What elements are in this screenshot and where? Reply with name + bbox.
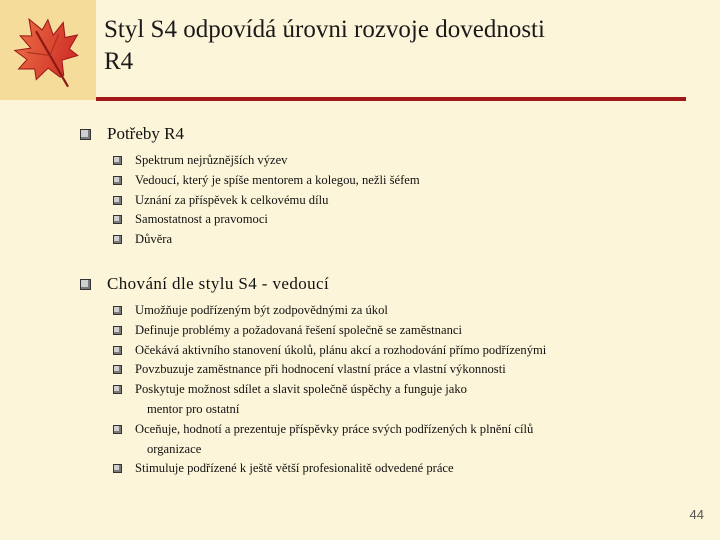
square-bullet-icon bbox=[113, 385, 122, 394]
list-item bbox=[113, 191, 645, 211]
list-item-text bbox=[135, 301, 645, 321]
square-bullet-icon bbox=[113, 176, 122, 185]
square-bullet-icon bbox=[113, 346, 122, 355]
list-item bbox=[113, 301, 645, 321]
list-item-text bbox=[135, 360, 645, 380]
slide-title-line1: Styl S4 odpovídá úrovni rozvoje dovednosti bbox=[104, 16, 545, 43]
square-bullet-icon bbox=[113, 425, 122, 434]
section-heading bbox=[80, 273, 645, 295]
square-bullet-icon bbox=[113, 365, 122, 374]
list-item bbox=[113, 459, 645, 479]
title-area bbox=[104, 14, 684, 78]
section-heading bbox=[80, 123, 645, 145]
list-item bbox=[113, 360, 645, 380]
list-item-text: Spektrum nejrůznějších výzev bbox=[135, 153, 288, 167]
list-item-line: Očekává aktivního stanovení úkolů, plánu akcí a rozhodování přímo podřízenými bbox=[135, 342, 547, 357]
list-item-text: Uznání za příspěvek k celkovému dílu bbox=[135, 192, 329, 207]
list-item-line: Oceňuje, hodnotí a prezentuje příspěvky práce svých podřízených k plnění cílů bbox=[135, 421, 534, 436]
section-heading-text: Potřeby R4 bbox=[107, 124, 184, 143]
square-bullet-icon bbox=[113, 156, 122, 165]
list-item-continuation: mentor pro ostatní bbox=[147, 401, 240, 416]
list-item-line: Poskytuje možnost sdílet a slavit společně úspěchy a funguje jako bbox=[135, 382, 467, 397]
list-item bbox=[113, 151, 645, 171]
list-item-text bbox=[135, 380, 645, 420]
list-item-text bbox=[135, 459, 645, 479]
list-item-continuation: organizace bbox=[147, 441, 202, 456]
list-item-line: Povzbuzuje zaměstnance při hodnocení vlastní práce a vlastní výkonnosti bbox=[135, 362, 506, 377]
slide-title-line2: R4 bbox=[104, 48, 134, 75]
list-item-line: Stimuluje podřízené k ještě větší profesionalitě odvedené práce bbox=[135, 461, 454, 476]
list-item bbox=[113, 420, 645, 460]
square-bullet-icon bbox=[113, 196, 122, 205]
list-item-line: Definuje problémy a požadovaná řešení společně se zaměstnanci bbox=[135, 322, 462, 337]
list-item bbox=[113, 380, 645, 420]
list-item bbox=[113, 171, 645, 191]
square-bullet-icon bbox=[113, 235, 122, 244]
title-underline bbox=[96, 97, 686, 101]
list-item-text bbox=[135, 341, 645, 361]
section-heading-text: Chování dle stylu S4 - vedoucí bbox=[107, 274, 330, 293]
section-behavior bbox=[80, 273, 645, 479]
list-item-text: Samostatnost a pravomoci bbox=[135, 212, 268, 227]
page-number: 44 bbox=[689, 507, 704, 522]
behavior-list bbox=[80, 301, 645, 479]
square-bullet-icon bbox=[80, 279, 91, 290]
list-item bbox=[113, 321, 645, 341]
section-needs bbox=[80, 123, 645, 250]
slide-title bbox=[104, 14, 684, 78]
list-item-text bbox=[135, 321, 645, 341]
list-item bbox=[113, 230, 645, 250]
square-bullet-icon bbox=[80, 129, 91, 140]
list-item bbox=[113, 210, 645, 230]
needs-list bbox=[80, 151, 645, 250]
list-item-text bbox=[135, 420, 645, 460]
square-bullet-icon bbox=[113, 326, 122, 335]
logo-panel bbox=[0, 0, 96, 100]
maple-leaf-icon bbox=[6, 8, 90, 94]
list-item-line: Umožňuje podřízeným být zodpovědnými za úkol bbox=[135, 303, 388, 317]
list-item-text: Důvěra bbox=[135, 232, 173, 247]
square-bullet-icon bbox=[113, 215, 122, 224]
square-bullet-icon bbox=[113, 306, 122, 315]
square-bullet-icon bbox=[113, 464, 122, 473]
list-item-text: Vedoucí, který je spíše mentorem a kolegou, nežli šéfem bbox=[135, 172, 420, 187]
list-item bbox=[113, 341, 645, 361]
